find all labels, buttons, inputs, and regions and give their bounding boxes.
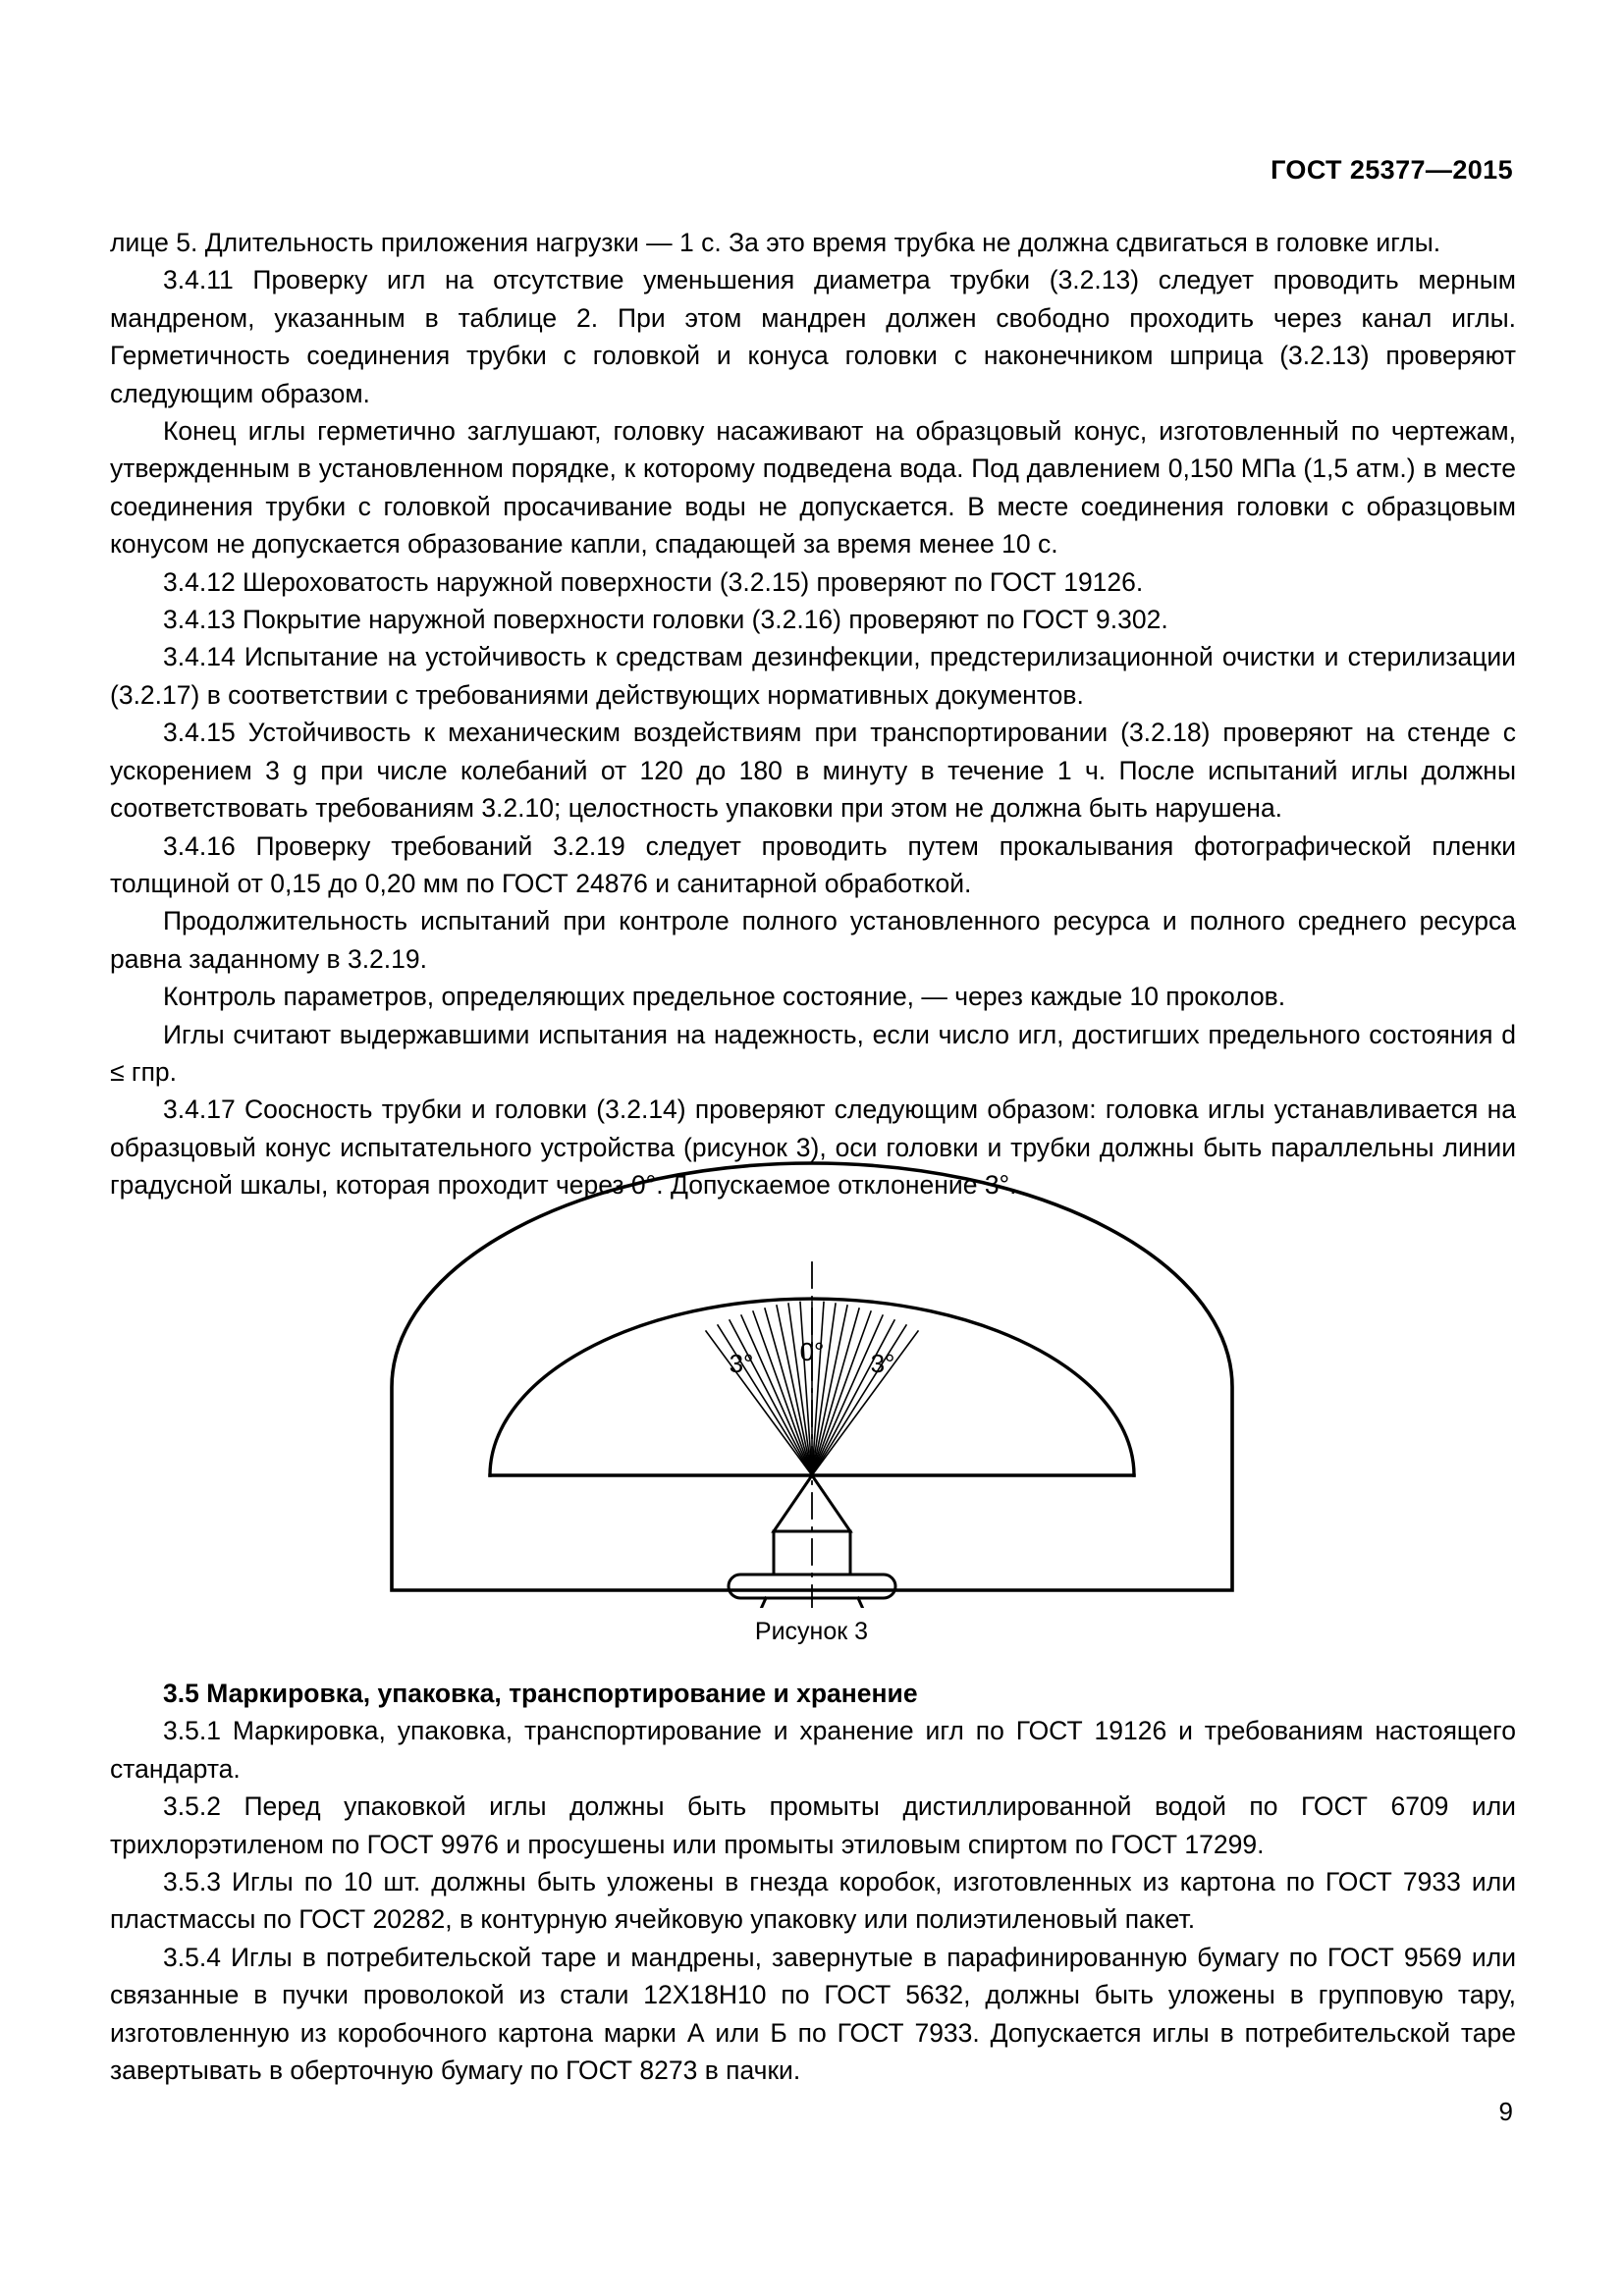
paragraph-3-4-14: 3.4.14 Испытание на устойчивость к средствам дезинфекции, предстерилизационной очистки и стерилизации (3.2.17) в соответствии с требованиями действующих нормативных документов.: [110, 642, 1516, 710]
paragraph-3-4-15: 3.4.15 Устойчивость к механическим воздействиям при транспортировании (3.2.18) проверяют на стенде с ускорением 3 g при числе колебаний от 120 до 180 в минуту в течение 1 ч. После испытаний иглы должны соответствовать требованиям 3.2.10; целостность упаковки при этом не должна быть нарушена.: [110, 718, 1516, 824]
paragraph-3-4-12: 3.4.12 Шероховатость наружной поверхности (3.2.15) проверяют по ГОСТ 19126.: [163, 566, 1144, 597]
paragraph-reliability-criteria: Иглы считают выдержавшими испытания на надежность, если число игл, достигших предельного состояния d ≤ гпр.: [110, 1019, 1516, 1087]
paragraph-3-4-17: 3.4.17 Соосность трубки и головки (3.2.14) проверяют следующим образом: головка иглы устанавливается на образцовый конус испытательного устройства (рисунок 3), оси головки и трубки должны быть параллельны линии градусной шкалы, которая проходит через 0°. Допускаемое отклонение 3°.: [110, 1095, 1516, 1201]
section-heading-3-5: 3.5 Маркировка, упаковка, транспортирование и хранение: [163, 1679, 918, 1708]
page-header-standard-number: ГОСТ 25377—2015: [1271, 155, 1513, 185]
label-center-angle: 0°: [799, 1337, 824, 1366]
document-body-lower: [110, 1675, 1516, 2089]
figure-3: [0, 1147, 1623, 1646]
goniometer-diagram: [370, 1147, 1254, 1608]
paragraph-3-4-13: 3.4.13 Покрытие наружной поверхности головки (3.2.16) проверяют по ГОСТ 9.302.: [163, 605, 1168, 635]
paragraph-parameter-control: Контроль параметров, определяющих предельное состояние, — через каждые 10 проколов.: [163, 982, 1286, 1012]
paragraph-3-4-11: 3.4.11 Проверку игл на отсутствие уменьшения диаметра трубки (3.2.13) следует проводить мерным мандреном, указанным в таблице 2. При этом мандрен должен свободно проходить через канал иглы. Герметичность соединения трубки с головкой и конуса головки с наконечником шприца (3.2.13) проверяют следующим образом.: [110, 265, 1516, 408]
paragraph-3-4-16: 3.4.16 Проверку требований 3.2.19 следует проводить путем прокалывания фотографической пленки толщиной от 0,15 до 0,20 мм по ГОСТ 24876 и санитарной обработкой.: [110, 830, 1516, 898]
paragraph-3-5-3: 3.5.3 Иглы по 10 шт. должны быть уложены в гнезда коробок, изготовленных из картона по ГОСТ 7933 или пластмассы по ГОСТ 20282, в контурную ячейковую упаковку или полиэтиленовый пакет.: [110, 1867, 1516, 1935]
paragraph-3-5-2: 3.5.2 Перед упаковкой иглы должны быть промыты дистиллированной водой по ГОСТ 6709 или трихлорэтиленом по ГОСТ 9976 и просушены или промыты этиловым спиртом по ГОСТ 17299.: [110, 1791, 1516, 1859]
page-number: 9: [1498, 2097, 1513, 2126]
paragraph-test-duration: Продолжительность испытаний при контроле полного установленного ресурса и полного среднего ресурса равна заданному в 3.2.19.: [110, 906, 1516, 974]
figure-caption: Рисунок 3: [754, 1618, 869, 1645]
paragraph-3-5-1: 3.5.1 Маркировка, упаковка, транспортирование и хранение игл по ГОСТ 19126 и требованиям настоящего стандарта.: [110, 1716, 1516, 1784]
label-right-angle: 3°: [870, 1349, 894, 1378]
document-body: [110, 224, 1516, 1204]
paragraph-3-5-4: 3.5.4 Иглы в потребительской таре и мандрены, завернутые в парафинированную бумагу по ГОСТ 9569 или связанные в пучки проволокой из стали 12Х18Н10 по ГОСТ 5632, должны быть уложены в групповую тару, изготовленную из коробочного картона марки А или Б по ГОСТ 7933. Допускается иглы в потребительской таре завертывать в оберточную бумагу по ГОСТ 8273 в пачки.: [110, 1942, 1516, 2086]
paragraph-needle-end-sealing: Конец иглы герметично заглушают, головку насаживают на образцовый конус, изготовленный по чертежам, утвержденным в установленном порядке, к которому подведена вода. Под давлением 0,150 МПа (1,5 атм.) в месте соединения трубки с головкой просачивание воды не допускается. В месте соединения головки с образцовым конусом не допускается образование капли, спадающей за время менее 10 с.: [110, 416, 1516, 560]
paragraph-continuation: лице 5. Длительность приложения нагрузки — 1 с. За это время трубка не должна сдвигаться в головке иглы.: [110, 228, 1441, 257]
label-left-angle: 3°: [729, 1349, 753, 1378]
